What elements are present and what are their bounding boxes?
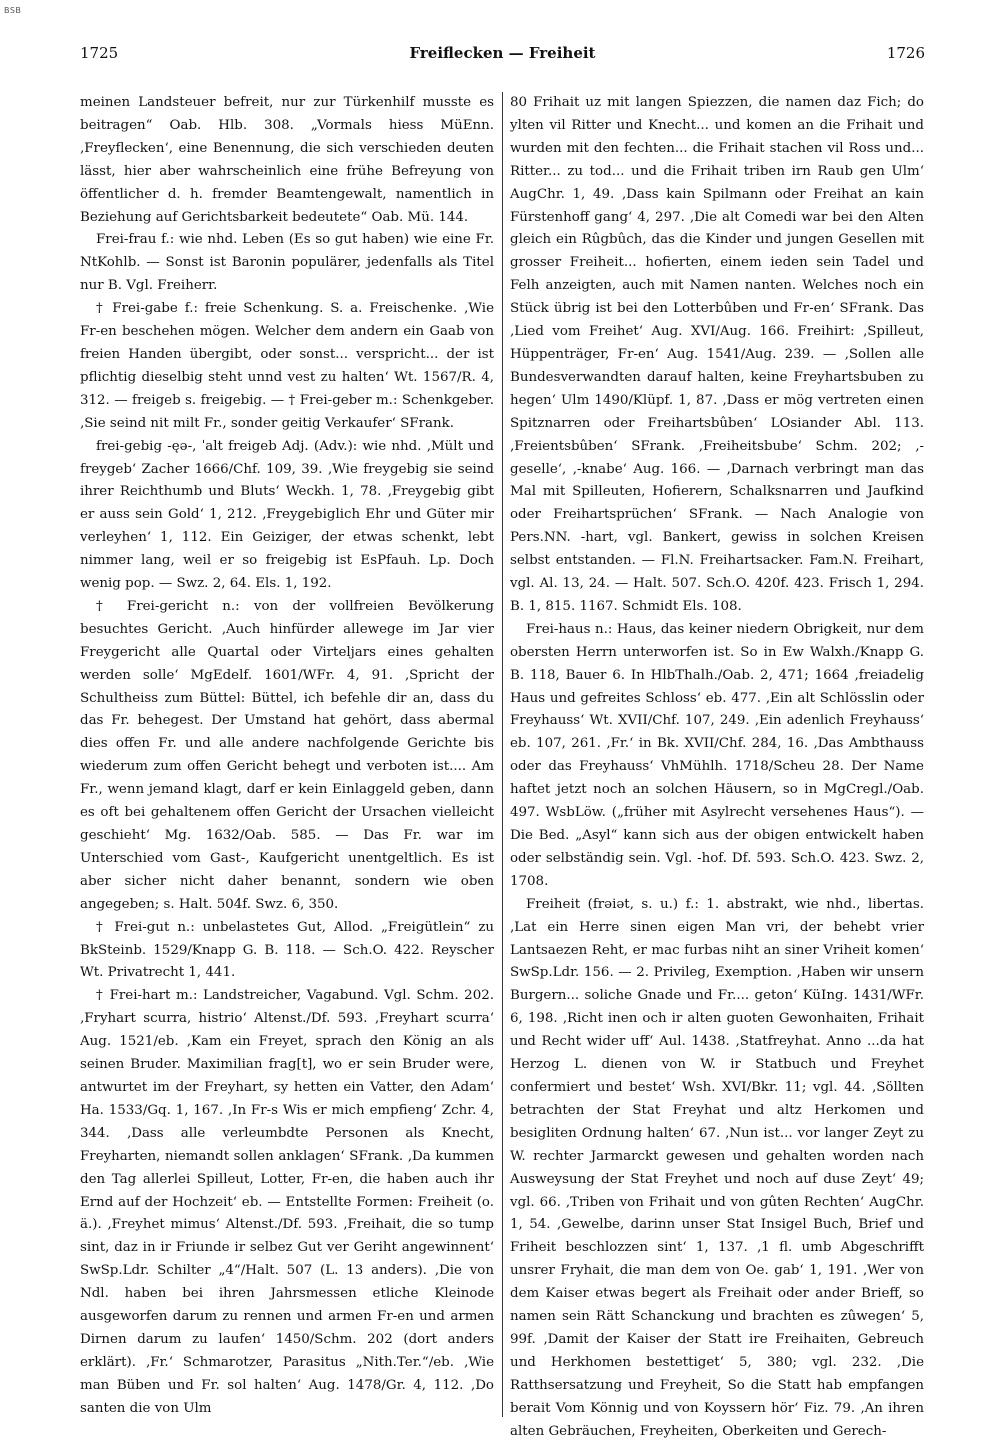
entry-freiheit: Freiheit (frəiət, s. u.) f.: 1. abstrakt, wie nhd., libertas. ‚Lat ein Herre sinen eigen Man vri, der behebt vrier Lantsaezen Reht, er mac furbas niht an siner Vriheit komen‘ SwSp.Ldr. 156. — 2. Privileg, Exemption. ‚Haben wir unsern Burgern... soliche Gnade und Fr.... geton‘ KüIng. 1431/WFr. 6, 198. ‚Richt inen och ir alten guoten Gewonhaiten, Frihait und Recht wider uff‘ Aul. 1438. ‚Statfreyhat. Anno ...da hat Herzog L. dienen von W. ir Statbuch und Freyhet confermiert und bestet‘ Wsh. XVI/Bkr. 11; vgl. 44. ‚Söllten betrachten der Stat Freyhat und altz Herkomen und besigliten Ordnung halten‘ 67. ‚Nun ist... vor langer Zeyt zu W. rechter Jarmarckt gewesen und gehalten worden nach Ausweysung der Stat Freyhet und noch auf duse Zeyt‘ 49; vgl. 66. ‚Triben von Frihait und von gûten Rechten‘ AugChr. 1, 54. ‚Gewelbe, darinn unser Stat Insigel Buch, Brief und Friheit beschlozzen sint‘ 1, 137. ‚1 fl. umb Abgeschrifft unsrer Fryhait, die man dem von Oe. gab‘ 1, 191. ‚Wer von dem Kaiser etwas begert als Freihait oder ander Brieff, so namen sein Rätt Schanckung und brachten es zûwegen‘ 5, 99f. ‚Damit der Kaiser der Statt ire Freihaiten, Gebreuch und Herkhomen bestettiget‘ 5, 380; vgl. 232. ‚Die Ratthsersatzung und Freyheit, So die Statt hab empfangen berait Vom Könnig und von Koyssern hör‘ Fiz. 79. ‚An ihren alten Gebräuchen, Freyheiten, Oberkeiten und Gerech-: [510, 896, 924, 1439]
right-column: [510, 92, 924, 1439]
entry-frei-frau: Frei-frau f.: wie nhd. Leben (Es so gut haben) wie eine Fr. NtKohlb. — Sonst ist Baronin populärer, jedenfalls als Titel nur B. Vgl. Freiherr.: [80, 232, 494, 294]
page-number-right: 1726: [886, 44, 925, 62]
column-divider: [502, 92, 503, 1417]
entry-frei-gericht: † Frei-gericht n.: von der vollfreien Bevölkerung besuchtes Gericht. ‚Auch hinfürder allewege im Jar vier Freygericht alle Quartal oder Virteljars eines gehalten werden solle‘ MgEdelf. 1601/WFr. 4, 91. ‚Spricht der Schultheiss zum Büttel: Büttel, ich befehle dir an, dass du das Fr. behegest. Der Umstand hat gehört, dass abermal dies offen Fr. und alle andere nachfolgende Gerichte bis wiederum zum offen Gericht behegt und verboten ist.... Am Fr., wenn jemand klagt, darf er kein Einlaggeld geben, dann es oft bei gehaltenem offen Gericht der Ursachen vielleicht geschieht‘ Mg. 1632/Oab. 585. — Das Fr. war im Unterschied vom Gast-, Kaufgericht unentgeltlich. Es ist aber sicher nicht daher benannt, sondern wie oben angegeben; s. Halt. 504f. Swz. 6, 350.: [80, 598, 494, 912]
page-number-left: 1725: [80, 44, 119, 62]
left-column: [80, 92, 494, 1422]
entry-frei-gabe: † Frei-gabe f.: freie Schenkung. S. a. Freischenke. ‚Wie Fr-en beschehen mögen. Welcher dem andern ein Gaab von freien Handen übergibt, oder sonst... verspricht... der ist pflichtig dieselbig steht unnd vest zu halten‘ Wt. 1567/R. 4, 312. — freigeb s. freigebig. — † Frei-geber m.: Schenkgeber. ‚Sie seind nit milt Fr., sonder geitig Verkaufer‘ SFrank.: [80, 301, 494, 431]
library-stamp: BSB: [4, 6, 22, 15]
entry-frei-haus: Frei-haus n.: Haus, das keiner niedern Obrigkeit, nur dem obersten Herrn unterworfen ist. So in Ew Walxh./Knapp G. B. 118, Bauer 6. In HlbThalh./Oab. 2, 471; 1664 ‚freiadelig Haus und gefreites Schloss‘ eb. 477. ‚Ein alt Schlösslin oder Freyhauss‘ Wt. XVII/Chf. 107, 249. ‚Ein adenlich Freyhauss‘ eb. 107, 261. ‚Fr.‘ in Bk. XVII/Chf. 284, 16. ‚Das Ambthauss oder das Freyhauss‘ VhMühlh. 1718/Scheu 28. Der Name haftet jetzt noch an solchen Häusern, so in MgCregl./Oab. 497. WsbLöw. („früher mit Asylrecht versehenes Haus“). — Die Bed. „Asyl“ kann sich aus der obigen entwickelt haben oder selbständig sein. Vgl. -hof. Df. 593. Sch.O. 423. Swz. 2, 1708.: [510, 621, 924, 889]
page-header: [80, 44, 925, 68]
right-paragraph-1: 80 Frihait uz mit langen Spiezzen, die namen daz Fich; do ylten vil Ritter und Knecht... und komen an die Frihait und wurden mit den fechten... die Frihait stachen vil Ross und... Ritter... zu tod... und die Frihait triben irn Raub gen Ulm‘ AugChr. 1, 49. ‚Dass kain Spilmann oder Freihat an kain Fürstenhoff gang‘ 4, 297. ‚Die alt Comedi war bei den Alten gleich ein Rûgbûch, das die Kinder und jungen Gesellen mit grosser Freiheit... hofierten, einem ieden sein Tadel und Felh anzeigten, auch mit Namen nanten. Welches noch ein Stück übrig ist bei den Lotterbûben und Fr-en‘ SFrank. Das ‚Lied vom Freihet‘ Aug. XVI/Aug. 166. Freihirt: ‚Spilleut, Hüppenträger, Fr-en‘ Aug. 1541/Aug. 239. — ‚Sollen alle Bundesverwandten darauf halten, keine Freyhartsbuben zu hegen‘ Ulm 1490/Klüpf. 1, 87. ‚Dass er mög vertreten einen Spitznarren oder Freihartsbûben‘ LOsiander Abl. 113. ‚Freientsbûben‘ SFrank. ‚Freiheitsbube‘ Schm. 202; ‚-geselle‘, ‚-knabe‘ Aug. 166. — ‚Darnach verbringt man das Mal mit Spilleuten, Hofierern, Schalksnarren und Jaufkind oder Freihartsprüchen‘ SFrank. — Nach Analogie von Pers.NN. -hart, vgl. Bankert, gewiss in solchen Kreisen selbst entstanden. — Fl.N. Freihartsacker. Fam.N. Freihart, vgl. Al. 13, 24. — Halt. 507. Sch.O. 420f. 423. Frisch 1, 294. B. 1, 815. 1167. Schmidt Els. 108.: [510, 95, 924, 614]
running-title: Freiflecken — Freiheit: [409, 44, 596, 62]
entry-frei-gebig: frei-gebig -ęə-, ˈalt freigeb Adj. (Adv.): wie nhd. ‚Mült und freygeb‘ Zacher 1666/Chf. 109, 39. ‚Wie freygebig sie seind ihrer Reichthumb und Bluts‘ Weckh. 1, 78. ‚Freygebig gibt er auss sein Gold‘ 1, 212. ‚Freygebiglich Ehr und Güter mir verleyhen‘ 1, 112. Ein Geiziger, der etwas schenkt, lebt nimmer lang, weil er so freigebig ist EsPfauh. Lp. Doch wenig pop. — Swz. 2, 64. Els. 1, 192.: [80, 438, 494, 592]
left-paragraph-1: meinen Landsteuer befreit, nur zur Türkenhilf musste es beitragen“ Oab. Hlb. 308. „Vormals hiess MüEnn. ‚Freyflecken‘, eine Benennung, die sich verschieden deuten lässt, hier aber wahrscheinlich eine frühe Befreyung von öffentlicher d. h. fremder Beamtengewalt, namentlich in Beziehung auf Gerichtsbarkeit bedeutete“ Oab. Mü. 144.: [80, 95, 494, 225]
entry-frei-gut: † Frei-gut n.: unbelastetes Gut, Allod. „Freigütlein“ zu BkSteinb. 1529/Knapp G. B. 118. — Sch.O. 422. Reyscher Wt. Privatrecht 1, 441.: [80, 919, 494, 981]
entry-frei-hart: † Frei-hart m.: Landstreicher, Vagabund. Vgl. Schm. 202. ‚Fryhart scurra, histrio‘ Altenst./Df. 593. ‚Freyhart scurra‘ Aug. 1521/eb. ‚Kam ein Freyet, sprach den König an als seinen Bruder. Maximilian frag[t], wo er sein Bruder were, antwurtet im der Freyhart, sy hetten ein Vatter, den Adam‘ Ha. 1533/Gq. 1, 167. ‚In Fr-s Wis er mich empfieng‘ Zchr. 4, 344. ‚Dass alle verleumbdte Personen als Knecht, Freyharten, niemandt sollen anklagen‘ SFrank. ‚Da kummen den Tag allerlei Spilleut, Lotter, Fr-en, die haben auch ihr Ernd auf der Hochzeit‘ eb. — Entstellte Formen: Freiheit (o. ä.). ‚Freyhet mimus‘ Altenst./Df. 593. ‚Freihait, die so tump sint, daz in ir Friunde ir selbez Gut ver Geriht angewinnent‘ SwSp.Ldr. Schilter „4“/Halt. 507 (L. 13 anders). ‚Die von Ndl. haben bei ihren Jahrsmessen etliche Kleinode ausgeworfen darum zu rennen und armen Fr-en und armen Dirnen darum zu laufen‘ 1450/Schm. 202 (dort anders erklärt). ‚Fr.‘ Schmarotzer, Parasitus „Nith.Ter.“/eb. ‚Wie man Büben und Fr. sol halten‘ Aug. 1478/Gr. 4, 112. ‚Do santen die von Ulm: [80, 988, 494, 1416]
